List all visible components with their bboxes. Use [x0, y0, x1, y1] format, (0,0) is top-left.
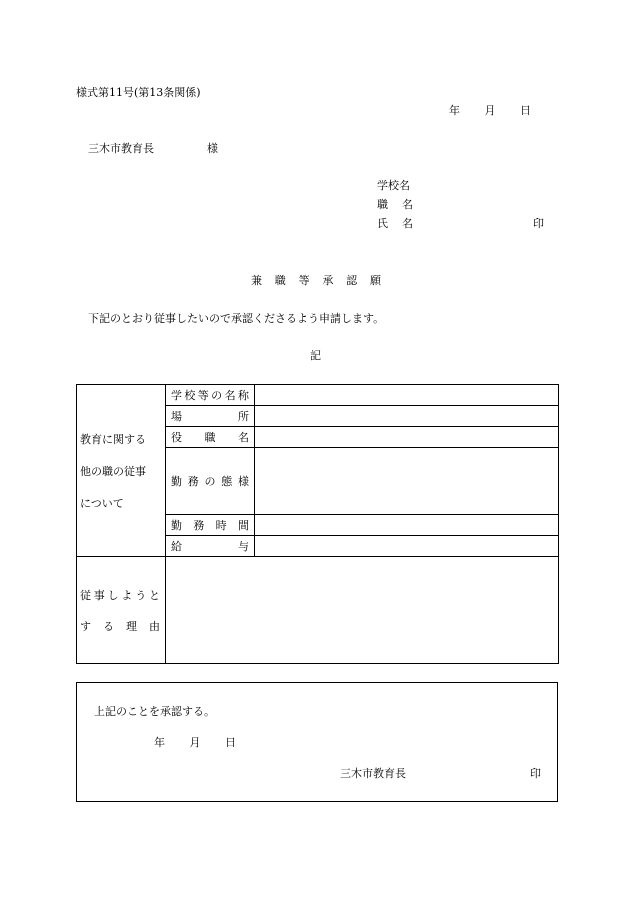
label-cell-salary — [166, 536, 255, 557]
category-cell-reason — [77, 557, 166, 664]
value-cell-work-form[interactable] — [255, 448, 559, 515]
category-char: 理 — [126, 619, 137, 633]
category-char: よ — [121, 588, 133, 602]
value-cell-place[interactable] — [255, 406, 559, 427]
category-cell-other-duties — [77, 385, 166, 557]
addressee-honorific: 様 — [207, 142, 218, 155]
form-number: 様式第11号(第13条関係) — [76, 86, 201, 99]
label-char: 役 — [171, 431, 182, 444]
table-row — [77, 557, 559, 664]
label-char: 給 — [171, 540, 182, 553]
position-label-char: 名 — [402, 198, 413, 211]
label-char: 務 — [193, 519, 205, 532]
label-char: 場 — [171, 410, 182, 423]
month-char: 月 — [189, 736, 201, 749]
approval-seal: 印 — [530, 767, 541, 780]
value-cell-work-hours[interactable] — [255, 515, 559, 536]
title-char: 承 — [322, 274, 334, 287]
label-cell-work-hours — [166, 515, 255, 536]
label-char: 態 — [221, 475, 233, 488]
category-line: 教育に関する — [80, 432, 146, 446]
details-table — [76, 384, 559, 664]
value-cell-job-title[interactable] — [255, 427, 559, 448]
label-char: 間 — [237, 519, 249, 532]
label-char: 名 — [238, 431, 249, 444]
label-cell-school-name — [166, 385, 255, 406]
label-cell-work-form — [166, 448, 255, 515]
category-char: す — [80, 619, 91, 633]
category-char: う — [135, 588, 147, 602]
label-char: 勤 — [171, 475, 182, 488]
approval-date — [154, 736, 236, 750]
year-char: 年 — [449, 104, 460, 117]
approval-box — [76, 682, 558, 802]
label-char: 務 — [187, 475, 199, 488]
category-line — [80, 587, 160, 603]
label-char: 称 — [237, 389, 249, 402]
title-char: 兼 — [251, 274, 262, 287]
label-char: 所 — [238, 410, 249, 423]
category-char: 従 — [80, 588, 91, 602]
applicant-seal: 印 — [533, 217, 544, 230]
label-char: 様 — [238, 475, 249, 488]
approval-text: 上記のことを承認する。 — [94, 705, 215, 718]
year-char: 年 — [154, 736, 165, 749]
category-char: 事 — [93, 588, 105, 602]
label-char: 学 — [171, 389, 182, 402]
category-char: 由 — [149, 619, 160, 633]
label-cell-job-title — [166, 427, 255, 448]
value-cell-school-name[interactable] — [255, 385, 559, 406]
month-char: 月 — [484, 104, 496, 117]
day-char: 日 — [520, 104, 531, 117]
position-label-char: 職 — [377, 198, 388, 211]
label-char: 等 — [197, 389, 209, 402]
label-char: の — [204, 475, 216, 488]
title-char: 職 — [274, 274, 286, 287]
position-label — [377, 198, 413, 212]
category-line: について — [80, 496, 124, 510]
name-label-char: 氏 — [377, 217, 388, 230]
category-line: 他の職の従事 — [80, 464, 146, 478]
addressee-title: 三木市教育長 — [88, 142, 154, 155]
day-char: 日 — [225, 736, 236, 749]
school-name-label: 学校名 — [377, 179, 410, 192]
label-cell-place — [166, 406, 255, 427]
category-char: と — [148, 588, 160, 602]
category-char: し — [107, 588, 119, 602]
title-char: 認 — [346, 274, 358, 287]
value-cell-reason[interactable] — [166, 557, 559, 664]
approval-authority: 三木市教育長 — [340, 767, 406, 780]
header-date — [449, 104, 531, 118]
name-label — [377, 217, 413, 231]
label-char: 与 — [238, 540, 249, 553]
value-cell-salary[interactable] — [255, 536, 559, 557]
ki-heading: 記 — [310, 349, 321, 362]
label-char: の — [211, 389, 223, 402]
label-char: 時 — [215, 519, 227, 532]
label-char: 職 — [204, 431, 216, 444]
title-char: 等 — [298, 274, 310, 287]
title-char: 願 — [369, 274, 381, 287]
category-char: る — [103, 619, 114, 633]
category-line — [80, 618, 160, 634]
label-char: 名 — [224, 389, 236, 402]
document-title — [251, 274, 381, 288]
label-char: 校 — [184, 389, 196, 402]
label-char: 勤 — [171, 519, 182, 532]
name-label-char: 名 — [402, 217, 413, 230]
table-row — [77, 385, 559, 406]
intro-text: 下記のとおり従事したいので承認くださるよう申請します。 — [88, 312, 385, 325]
